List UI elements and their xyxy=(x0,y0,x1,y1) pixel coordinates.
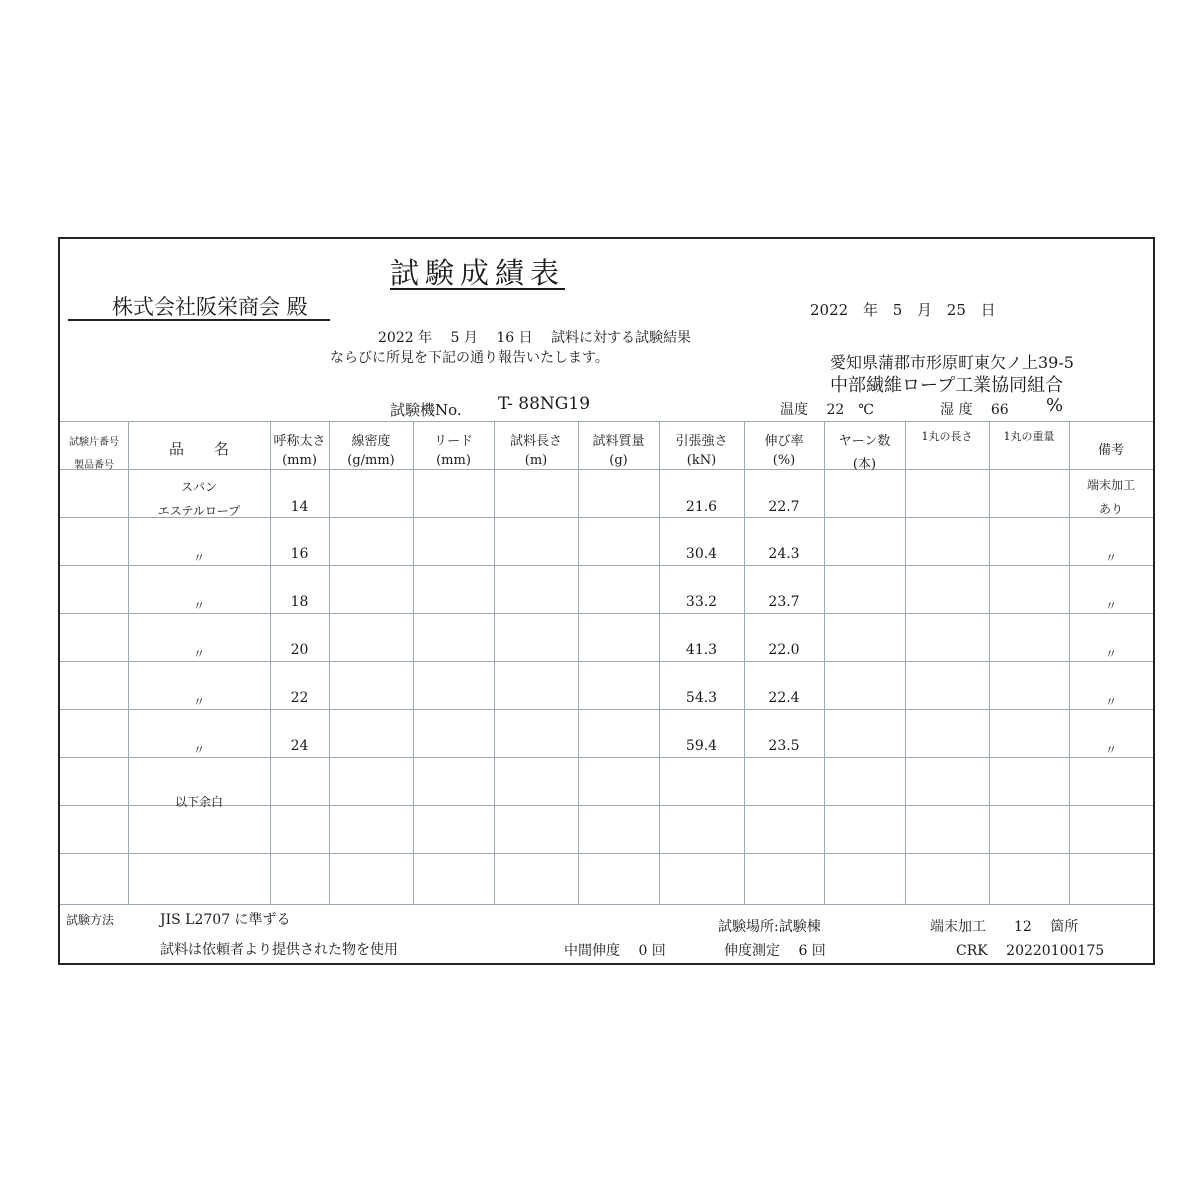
header-sample-length: 試料長さ (m) xyxy=(509,434,562,468)
table-row-strength: 54.3 xyxy=(685,690,718,706)
table-row-elongation: 22.0 xyxy=(768,642,800,658)
table-row-strength: 30.4 xyxy=(685,546,718,562)
header-tensile-strength: 引張強さ (kN) xyxy=(675,434,728,468)
method-label: 試験方法 xyxy=(66,913,115,927)
addressee-underline xyxy=(68,319,330,321)
header-lead: リード (mm) xyxy=(433,434,473,468)
temperature: 温度 22 ℃ xyxy=(780,402,874,418)
table-row-strength: 59.4 xyxy=(685,738,718,754)
table-row-size: 20 xyxy=(290,642,309,658)
table-row-note: 〃 xyxy=(1104,647,1117,661)
table-row-elongation: 22.4 xyxy=(768,690,800,706)
table-row-size: 14 xyxy=(290,499,309,515)
remainder-blank-note: 以下余白 xyxy=(174,795,223,809)
table-row-note: 〃 xyxy=(1104,599,1117,613)
header-elongation: 伸び率 (%) xyxy=(764,434,804,468)
table-row-elongation: 22.7 xyxy=(768,499,800,515)
table-row-size: 22 xyxy=(290,690,309,706)
org-address: 愛知県蒲郡市形原町東欠ノ上39-5 xyxy=(830,353,1074,372)
method-value: JIS L2707 に準ずる xyxy=(160,912,291,928)
header-coil-length: 1丸の長さ xyxy=(921,430,973,443)
addressee: 株式会社阪栄商会 殿 xyxy=(112,295,308,319)
crk-number: CRK 20220100175 xyxy=(956,943,1105,959)
table-row-name-line2: エステルロープ xyxy=(157,504,241,518)
elongation-measurement: 伸度測定 6 回 xyxy=(724,943,826,959)
table-row-strength: 33.2 xyxy=(685,594,718,610)
header-coil-weight: 1丸の重量 xyxy=(1003,430,1055,443)
header-nominal-size: 呼称太さ (mm) xyxy=(273,434,326,468)
table-row-note: 〃 xyxy=(1104,551,1117,565)
humidity: 湿 度 66 xyxy=(940,402,1009,418)
table-row-strength: 21.6 xyxy=(685,499,718,515)
table-row-name: 〃 xyxy=(192,599,205,613)
table-row-note-line1: 端末加工 xyxy=(1086,478,1135,492)
table-row-name: 〃 xyxy=(192,647,205,661)
test-place: 試験場所:試験棟 xyxy=(718,919,821,935)
table-row-note-line2: あり xyxy=(1098,502,1123,516)
table-row-note: 〃 xyxy=(1104,743,1117,757)
test-report-sheet xyxy=(58,237,1155,965)
table-row-strength: 41.3 xyxy=(685,642,718,658)
header-specimen-no: 試験片番号 製品番号 xyxy=(69,437,119,471)
header-sample-mass: 試料質量 (g) xyxy=(592,434,645,468)
report-title: 試験成績表 xyxy=(390,256,566,290)
table-row-name: 〃 xyxy=(192,551,205,565)
table-row-note: 〃 xyxy=(1104,695,1117,709)
intro-line-2: ならびに所見を下記の通り報告いたします。 xyxy=(330,350,609,366)
header-linear-density: 線密度 (g/mm) xyxy=(347,434,395,468)
table-row-name: 〃 xyxy=(192,743,205,757)
table-row-size: 24 xyxy=(290,738,309,754)
table-row-elongation: 23.5 xyxy=(768,738,800,754)
header-product-name: 品 名 xyxy=(168,440,229,458)
org-name: 中部繊維ロープ工業協同組合 xyxy=(830,375,1064,396)
table-row-name: 〃 xyxy=(192,695,205,709)
table-row-size: 18 xyxy=(290,594,309,610)
table-row-name-line1: スパン xyxy=(180,480,217,494)
header-remarks: 備考 xyxy=(1097,443,1124,458)
table-row-elongation: 24.3 xyxy=(768,546,800,562)
intermediate-elongation: 中間伸度 0 回 xyxy=(564,943,666,959)
humidity-unit: % xyxy=(1046,395,1064,416)
intro-line-1: 2022 年 5 月 16 日 試料に対する試験結果 xyxy=(378,330,692,346)
machine-value: T- 88NG19 xyxy=(498,394,591,414)
report-date: 2022 年 5 月 25 日 xyxy=(810,301,996,319)
table-row-elongation: 23.7 xyxy=(768,594,800,610)
terminal-processing: 端末加工 12 箇所 xyxy=(930,919,1079,935)
table-row-size: 16 xyxy=(290,546,309,562)
sample-note: 試料は依頼者より提供された物を使用 xyxy=(160,942,398,958)
header-yarn-count: ヤーン数 (本) xyxy=(838,434,891,472)
machine-label: 試験機No. xyxy=(390,401,462,419)
